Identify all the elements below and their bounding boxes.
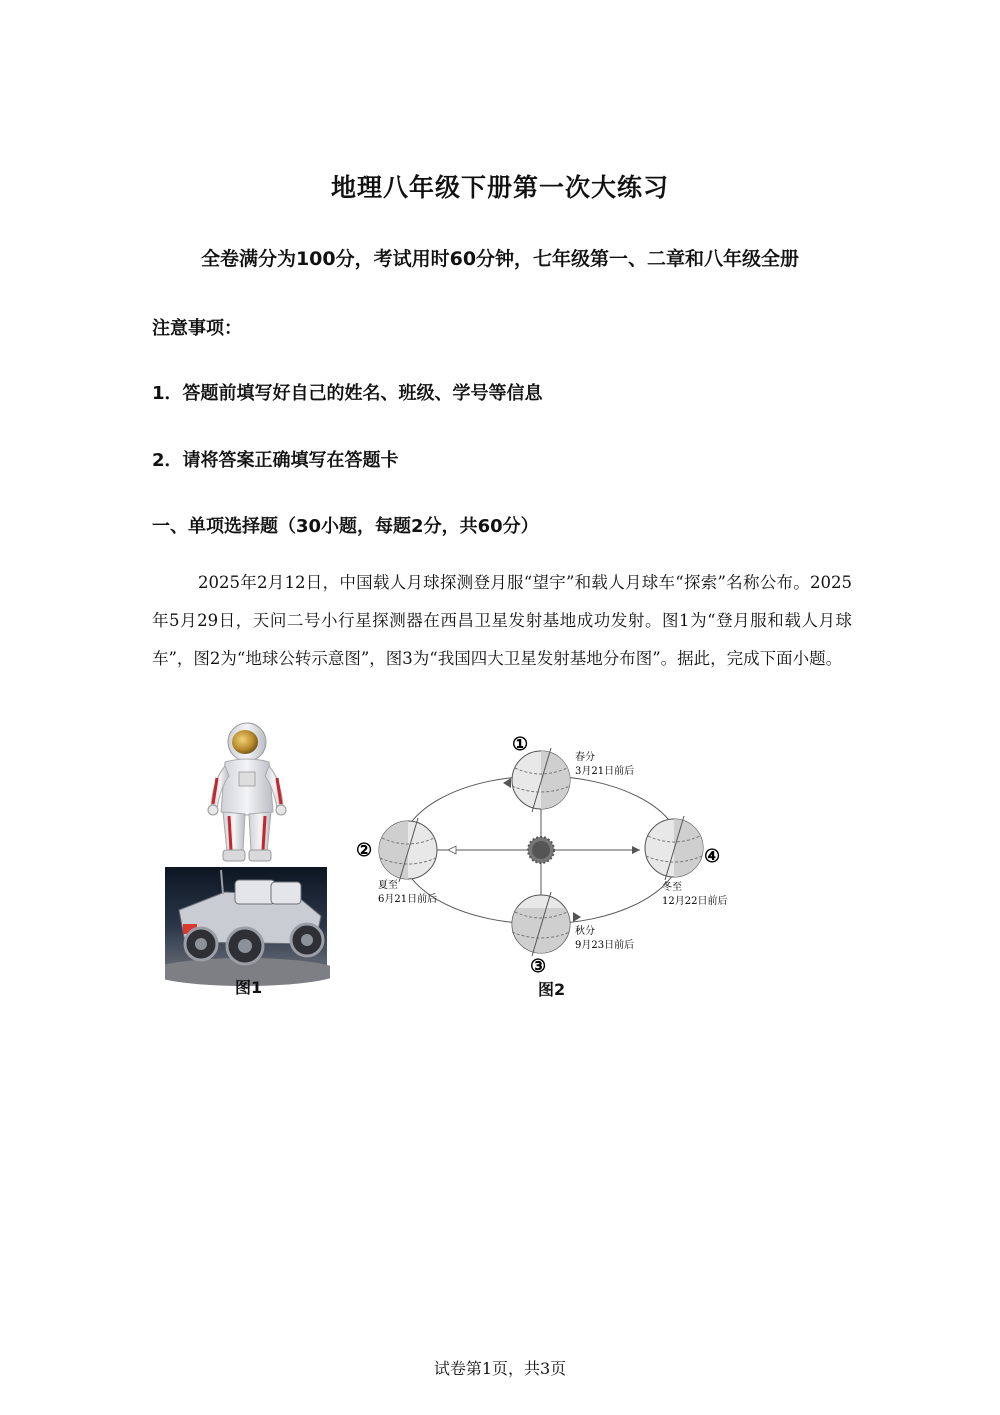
date-label-summer: 6月21日前后	[378, 894, 438, 905]
note-item-2: 2．请将答案正确填写在答题卡	[152, 450, 399, 471]
term-label-spring: 春分	[575, 752, 595, 763]
figure2-earth-revolution-diagram	[350, 728, 740, 1000]
term-label-winter: 冬至	[662, 882, 682, 893]
figure1-caption: 图1	[235, 978, 263, 997]
lunar-rover-illustration	[165, 867, 330, 986]
position-mark-2: ②	[356, 840, 373, 861]
figure1-spacesuit-rover	[165, 720, 330, 1000]
note-item-1: 1．答题前填写好自己的姓名、班级、学号等信息	[152, 383, 543, 404]
exam-subtitle: 全卷满分为100分，考试用时60分钟，七年级第一、二章和八年级全册	[200, 248, 800, 270]
position-mark-3: ③	[530, 956, 547, 977]
date-label-autumn: 9月23日前后	[575, 940, 635, 951]
spacesuit-illustration	[208, 723, 286, 861]
page-footer: 试卷第1页，共3页	[433, 1359, 567, 1378]
page-title: 地理八年级下册第一次大练习	[330, 173, 669, 202]
earth-position-3	[512, 892, 570, 956]
position-mark-4: ④	[704, 846, 721, 867]
earth-position-4	[645, 816, 703, 880]
position-mark-1: ①	[512, 734, 529, 755]
date-label-winter: 12月22日前后	[662, 896, 728, 907]
earth-position-2	[379, 818, 437, 882]
figure2-caption: 图2	[538, 980, 566, 999]
question-stem-paragraph: 2025年2月12日，中国载人月球探测登月服“望宇”和载人月球车“探索”名称公布。2025年5月29日，天问二号小行星探测器在西昌卫星发射基地成功发射。图1为“登月服和载人月球车”，图2为“地球公转示意图”，图3为“我国四大卫星发射基地分布图”。据此，完成下面小题。	[152, 573, 852, 668]
earth-position-1	[512, 748, 570, 812]
term-label-autumn: 秋分	[575, 926, 595, 937]
sun-icon	[528, 837, 554, 863]
term-label-summer: 夏至	[378, 880, 398, 891]
date-label-spring: 3月21日前后	[575, 766, 635, 777]
notes-heading: 注意事项：	[152, 318, 242, 339]
section-heading: 一、单项选择题（30小题，每题2分，共60分）	[152, 516, 539, 537]
